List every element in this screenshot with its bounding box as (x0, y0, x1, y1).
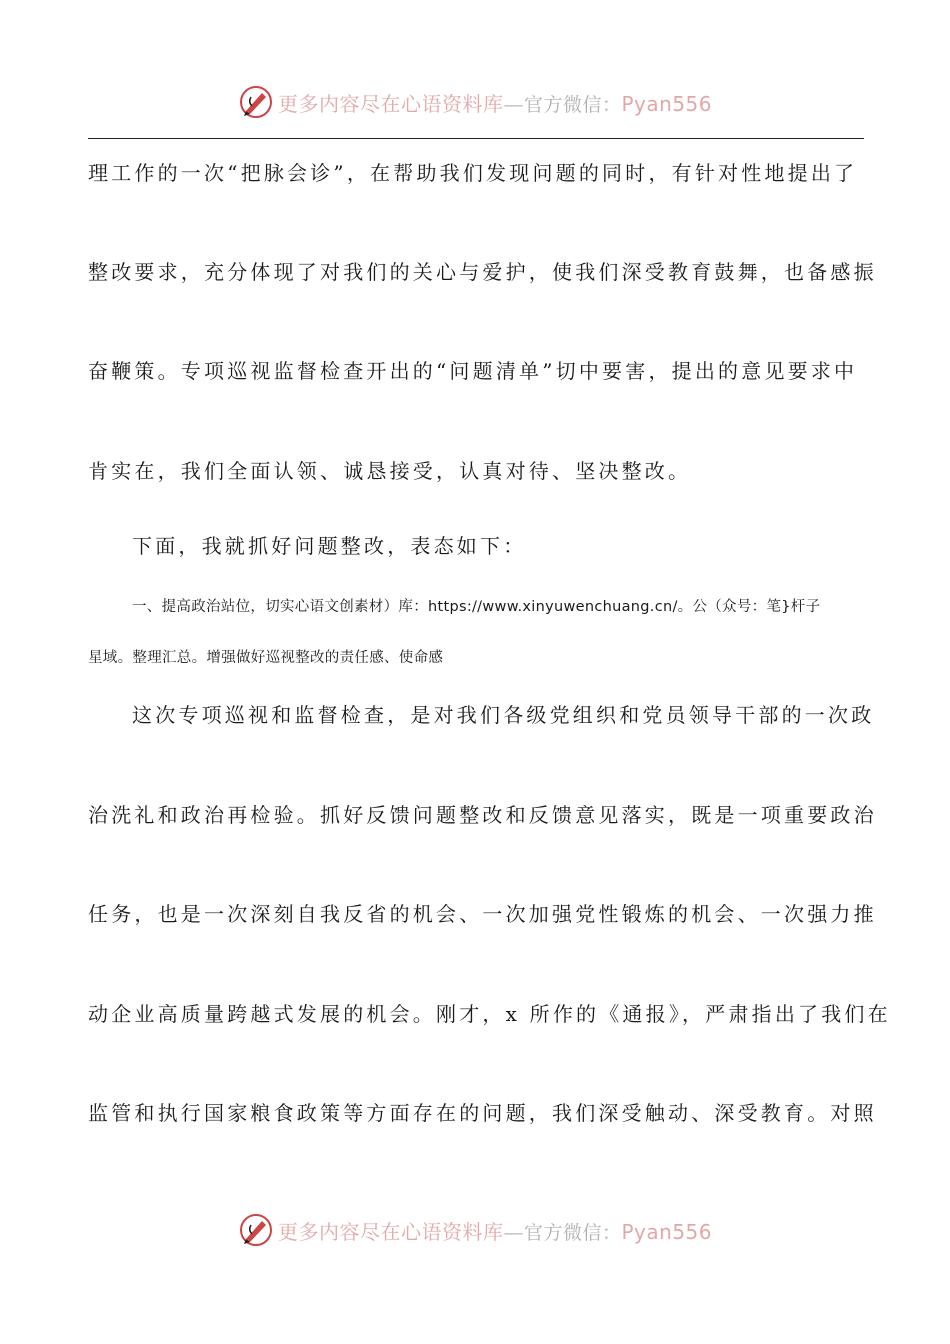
pen-logo-icon (238, 84, 274, 120)
header-brand: 更多内容尽在心语资料库 (277, 91, 504, 116)
pen-logo-icon (238, 1212, 274, 1248)
body-line-3: 奋鞭策。专项巡视监督检查开出的“问题清单”切中要害，提出的意见要求中 (88, 359, 858, 383)
header-divider (88, 138, 864, 139)
footer-banner (0, 1208, 950, 1252)
header-handle: Pyan556 (621, 91, 713, 116)
footer-brand: 更多内容尽在心语资料库 (277, 1219, 504, 1244)
body-line-7: 治洗礼和政治再检验。抓好反馈问题整改和反馈意见落实，既是一项重要政治 (88, 803, 877, 827)
body-line-10: 监管和执行国家粮食政策等方面存在的问题，我们深受触动、深受教育。对照 (88, 1101, 877, 1125)
footer-text (278, 1216, 712, 1245)
header-dash: — (503, 91, 524, 116)
header-text (278, 88, 712, 117)
header-banner (0, 80, 950, 124)
body-small-line-1: 一、提高政治站位，切实心语文创素材）库：https://www.xinyuwenchuang.cn/。公（众号：笔}杆子 (132, 599, 821, 615)
footer-sub: 官方微信： (523, 1221, 622, 1244)
body-line-1: 理工作的一次“把脉会诊”，在帮助我们发现问题的同时，有针对性地提出了 (88, 161, 858, 185)
body-line-2: 整改要求，充分体现了对我们的关心与爱护，使我们深受教育鼓舞，也备感振 (88, 260, 877, 284)
body-line-5: 下面，我就抓好问题整改，表态如下： (132, 534, 527, 558)
body-line-4: 肯实在，我们全面认领、诚恳接受，认真对待、坚决整改。 (88, 459, 692, 483)
footer-dash: — (503, 1219, 524, 1244)
body-line-8: 任务，也是一次深刻自我反省的机会、一次加强党性锻炼的机会、一次强力推 (88, 902, 877, 926)
body-line-6: 这次专项巡视和监督检查，是对我们各级党组织和党员领导干部的一次政 (132, 703, 875, 727)
footer-handle: Pyan556 (621, 1219, 713, 1244)
body-small-line-2: 星域。整理汇总。增强做好巡视整改的责任感、使命感 (88, 650, 444, 666)
header-sub: 官方微信： (523, 93, 622, 116)
body-line-9: 动企业高质量跨越式发展的机会。刚才，x 所作的《通报》，严肃指出了我们在 (88, 1002, 891, 1026)
